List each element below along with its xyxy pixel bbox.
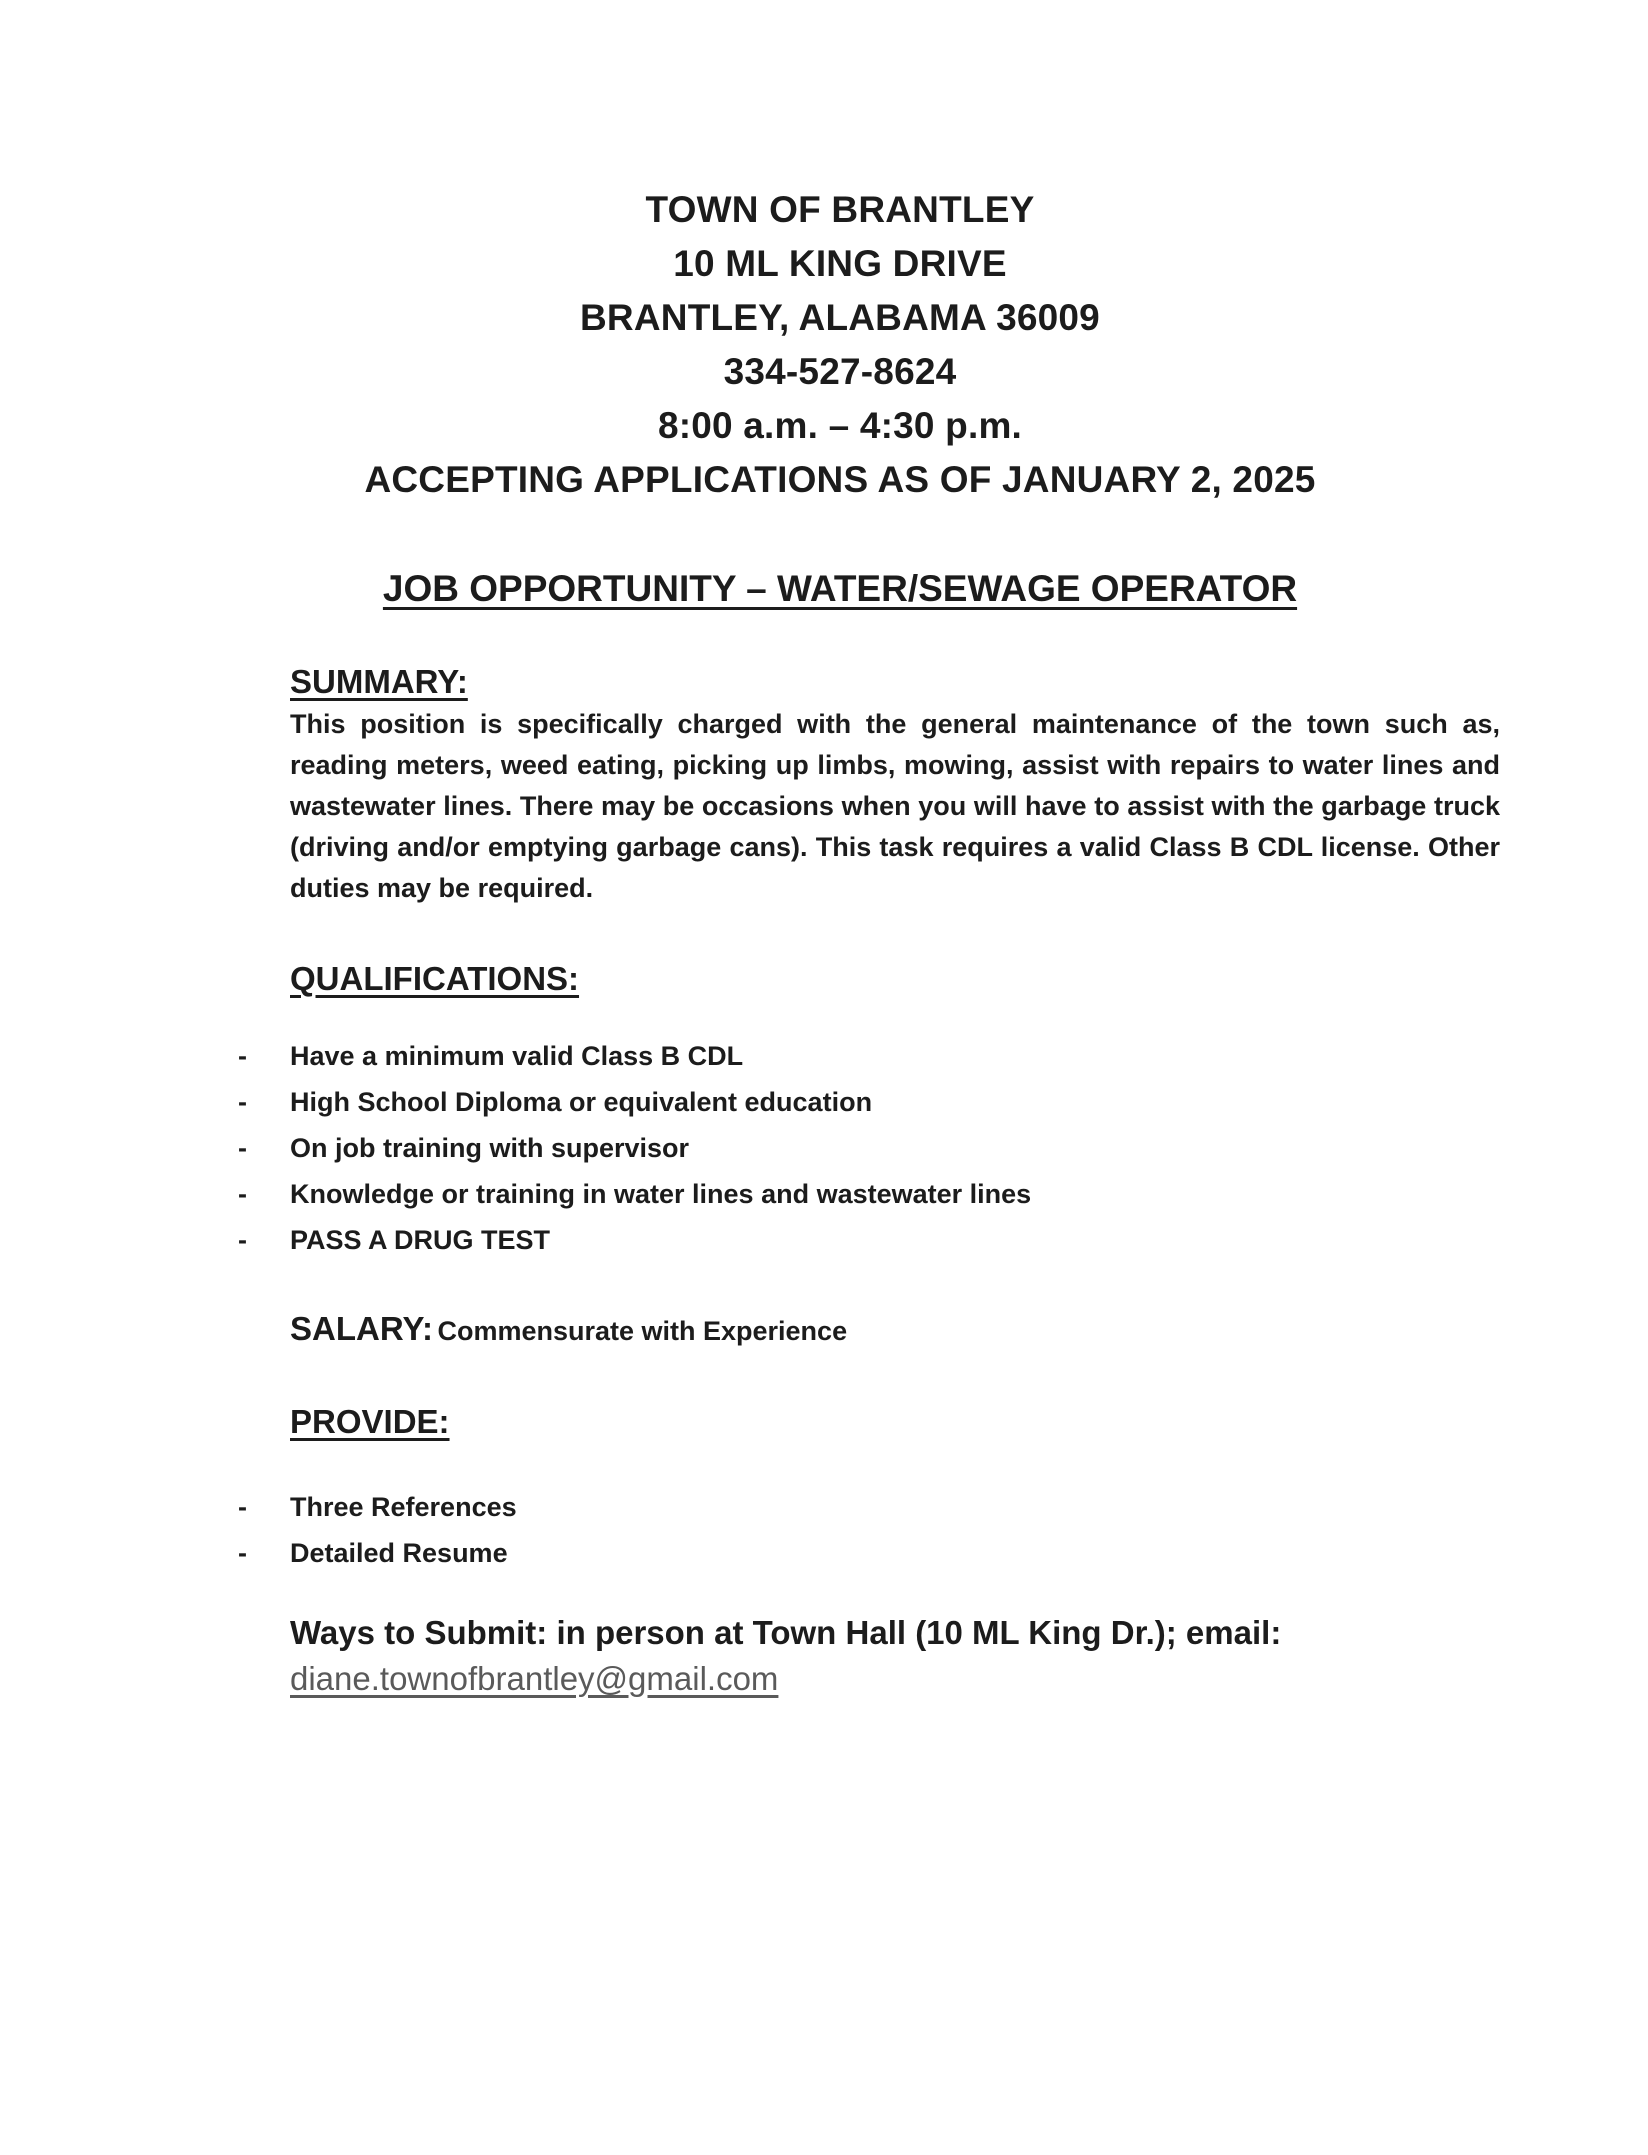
- city-state-zip: BRANTLEY, ALABAMA 36009: [580, 297, 1100, 338]
- list-item: [238, 1484, 1500, 1530]
- summary-heading: SUMMARY:: [290, 663, 468, 700]
- town-name: TOWN OF BRANTLEY: [645, 189, 1035, 230]
- qualification-item: On job training with supervisor: [290, 1133, 690, 1163]
- street-address: 10 ML KING DRIVE: [673, 243, 1007, 284]
- salary-value: Commensurate with Experience: [437, 1316, 848, 1346]
- bullet-dash: -: [238, 1225, 247, 1255]
- email-link[interactable]: diane.townofbrantley@gmail.com: [290, 1660, 779, 1697]
- qualification-item: Have a minimum valid Class B CDL: [290, 1041, 744, 1071]
- list-item: [238, 1079, 1500, 1125]
- qualification-item: Knowledge or training in water lines and wastewater lines: [290, 1179, 1032, 1209]
- qualifications-heading: QUALIFICATIONS:: [290, 960, 580, 997]
- bullet-dash: -: [238, 1179, 247, 1209]
- list-item: [238, 1125, 1500, 1171]
- accepting-applications-notice: ACCEPTING APPLICATIONS AS OF JANUARY 2, 2025: [364, 459, 1316, 500]
- bullet-dash: -: [238, 1538, 247, 1568]
- qualification-item: High School Diploma or equivalent education: [290, 1087, 873, 1117]
- phone-number: 334-527-8624: [723, 351, 957, 392]
- job-title: JOB OPPORTUNITY – WATER/SEWAGE OPERATOR: [382, 568, 1298, 609]
- provide-item: Three References: [290, 1492, 517, 1522]
- qualifications-list: [238, 1033, 1500, 1263]
- salary-line: [290, 1307, 1500, 1358]
- list-item: [238, 1530, 1500, 1576]
- provide-heading: PROVIDE:: [290, 1403, 450, 1440]
- bullet-dash: -: [238, 1133, 247, 1163]
- letterhead: [0, 183, 1648, 507]
- list-item: [238, 1033, 1500, 1079]
- ways-to-submit: Ways to Submit: in person at Town Hall (10 ML King Dr.); email:: [290, 1614, 1282, 1651]
- provide-item: Detailed Resume: [290, 1538, 508, 1568]
- bullet-dash: -: [238, 1087, 247, 1117]
- bullet-dash: -: [238, 1041, 247, 1071]
- list-item: [238, 1217, 1500, 1263]
- provide-list: [238, 1484, 1500, 1576]
- qualification-item: PASS A DRUG TEST: [290, 1225, 551, 1255]
- posting-body: [238, 660, 1500, 1702]
- list-item: [238, 1171, 1500, 1217]
- bullet-dash: -: [238, 1492, 247, 1522]
- summary-text: This position is specifically charged with the general maintenance of the town such as, reading meters, weed eating, picking up limbs, mowing, assist with repairs to water lines and wastewater lines. There may be occasions when you will have to assist with the garbage truck (driving and/or emptying garbage cans). This task requires a valid Class B CDL license. Other duties may be required.: [290, 709, 1500, 903]
- salary-label: SALARY:: [290, 1310, 433, 1347]
- office-hours: 8:00 a.m. – 4:30 p.m.: [657, 405, 1023, 446]
